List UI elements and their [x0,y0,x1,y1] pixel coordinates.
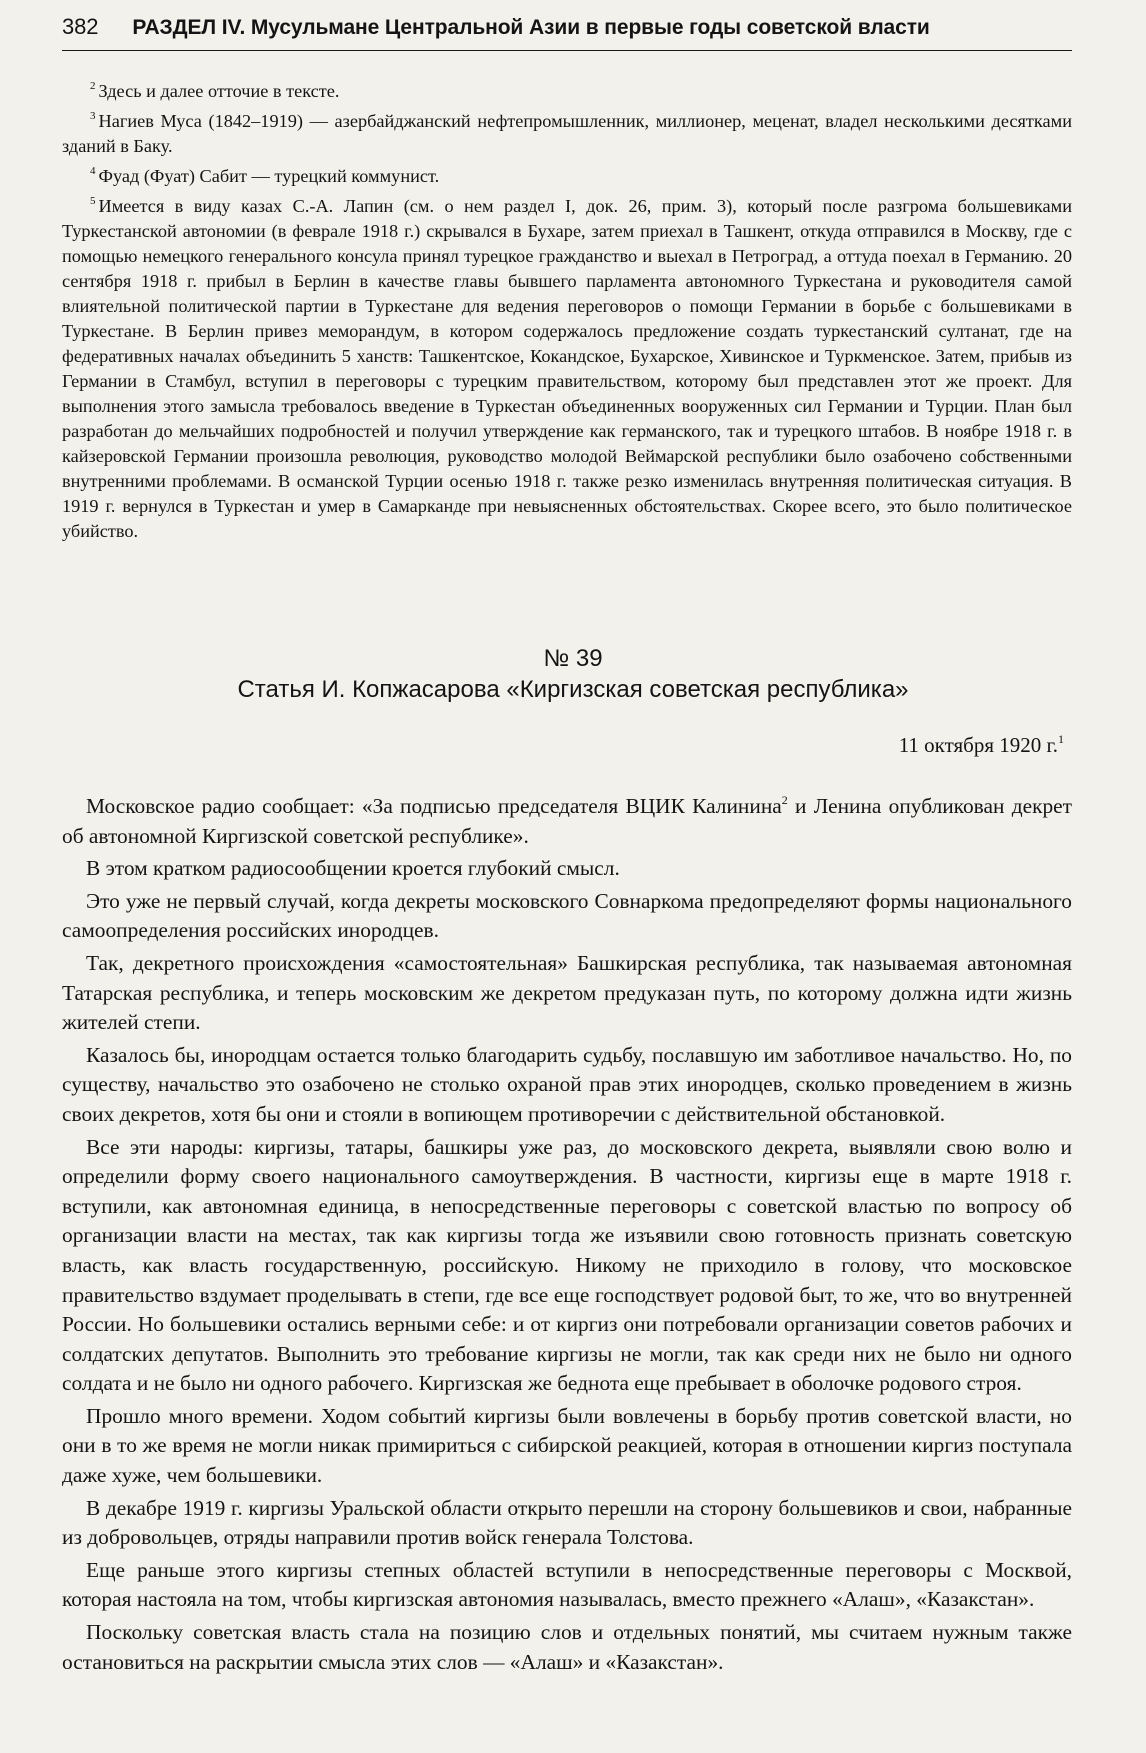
paragraph: Московское радио сообщает: «За подписью председателя ВЦИК Калинина$^2$ и Ленина опубликован декрет об автономной Киргизской советской республике». [62,793,1072,848]
document-date-text: 11 октября 1920 г. [898,733,1058,757]
paragraph: Все эти народы: киргизы, татары, башкиры уже раз, до московского декрета, выявляли свою волю и определили форму своего национального самоутверждения. В частности, киргизы еще в марте 1918 г. вступили, как автономная единица, в непосредственные переговоры с советской властью по вопросу об организации власти на местах, так как киргизы тогда же изъявили свою готовность признать советскую власть, как власть государственную, российскую. Никому не приходило в голову, что московское правительство вздумает проделывать в степи, где все еще господствует родовой быт, то же, что во внутренней России. Но большевики остались верными себе: и от киргиз они потребовали организации советов рабочих и солдатских депутатов. Выполнить это требование киргизы не могли, так как среди них не было ни одного солдата и не было ни одного рабочего. Киргизская же беднота еще пребывает в оболочке родового строя. [62,1134,1072,1396]
footnote-text: Фуад (Фуат) Сабит — турецкий коммунист. [98,166,440,186]
running-header [62,14,1072,51]
footnote-marker: 5 [90,195,96,207]
footnote-marker: 3 [90,110,96,122]
paragraph: Прошло много времени. Ходом событий киргизы были вовлечены в борьбу против советской власти, но они в то же время не могли никак примириться с сибирской реакцией, которая в отношении киргиз поступала даже хуже, чем большевики. [62,1403,1072,1488]
document-title: Статья И. Копжасарова «Киргизская советская республика» [237,676,909,703]
date-footnote-marker: 1 [1058,732,1064,746]
footnote-marker: 2 [781,793,788,807]
footnote [62,104,1072,159]
paragraph: Поскольку советская власть стала на позицию слов и отдельных понятий, мы считаем нужным также остановиться на раскрытии смысла этих слов — «Алаш» и «Казакстан». [62,1620,1072,1674]
article-body [62,786,1072,1680]
paragraph: Казалось бы, инородцам остается только благодарить судьбу, пославшую им заботливое начальство. Но, по существу, начальство это озабочено не столько охраной прав этих инородцев, сколько проведением в жизнь своих декретов, хотя бы они и стояли в вопиющем противоречии с действительной обстановкой. [62,1042,1072,1126]
footnotes-block [62,74,1072,544]
footnote-marker: 4 [90,165,96,177]
footnote [62,189,1072,544]
footnote [62,159,1072,189]
document-number: № 39 [543,645,603,672]
footnote-text: Нагиев Муса (1842–1919) — азербайджанский нефтепромышленник, миллионер, меценат, владел несколькими десятками зданий в Баку. [62,111,1072,156]
footnote-text: Здесь и далее отточие в тексте. [98,81,340,101]
footnote [62,74,1072,104]
paragraph: Так, декретного происхождения «самостоятельная» Башкирская республика, так называемая автономная Татарская республика, и теперь московским же декретом предуказан путь, по которому должна идти жизнь жителей степи. [62,950,1072,1035]
section-title: РАЗДЕЛ IV. Мусульмане Центральной Азии в первые годы советской власти [132,16,930,39]
document-date [899,732,1064,758]
paragraph: В декабре 1919 г. киргизы Уральской области открыто перешли на сторону большевиков и свои, набранные из добровольцев, отряды направили против войск генерала Толстова. [62,1495,1072,1550]
paragraph: В этом кратком радиосообщении кроется глубокий смысл. [86,856,620,881]
footnote-marker: 2 [90,80,96,92]
page-number: 382 [62,14,99,39]
paragraph: Еще раньше этого киргизы степных областей вступили в непосредственные переговоры с Москвой, которая настояла на том, чтобы киргизская автономия называлась, вместо прежнего «Алаш», «Казакстан». [62,1557,1072,1612]
footnote-text: Имеется в виду казах С.-А. Лапин (см. о нем раздел I, док. 26, прим. 3), который после разгрома большевиками Туркестанской автономии (в феврале 1918 г.) скрывался в Бухаре, затем приехал в Ташкент, откуда отправился в Москву, где с помощью немецкого генерального консула принял турецкое гражданство и выехал в Петроград, а оттуда поехал в Германию. 20 сентября 1918 г. прибыл в Берлин в качестве главы бывшего парламента автономного Туркестана и руководителя самой влиятельной политической партии в Туркестане для ведения переговоров о помощи Германии в борьбе с большевиками в Туркестане. В Берлин привез меморандум, в котором содержалось предложение создать туркестанский султанат, где на федеративных началах объединить 5 ханств: Ташкентское, Кокандское, Бухарское, Хивинское и Туркменское. Затем, прибыв из Германии в Стамбул, вступил в переговоры с турецким правительством, которому был представлен этот же проект. Для выполнения этого замысла требовалось введение в Туркестан объединенных вооруженных сил Германии и Турции. План был разработан до мельчайших подробностей и получил утверждение как германского, так и турецкого штабов. В ноябре 1918 г. в кайзеровской Германии произошла революция, руководство молодой Веймарской республики было озабочено собственными внутренними проблемами. В османской Турции осенью 1918 г. также резко изменилась внутренняя политическая ситуация. В 1919 г. вернулся в Туркестан и умер в Самарканде при невыясненных обстоятельствах. Скорее всего, это было политическое убийство. [62,196,1072,541]
paragraph: Это уже не первый случай, когда декреты московского Совнаркома предопределяют формы национального самоопределения российских инородцев. [62,888,1072,943]
